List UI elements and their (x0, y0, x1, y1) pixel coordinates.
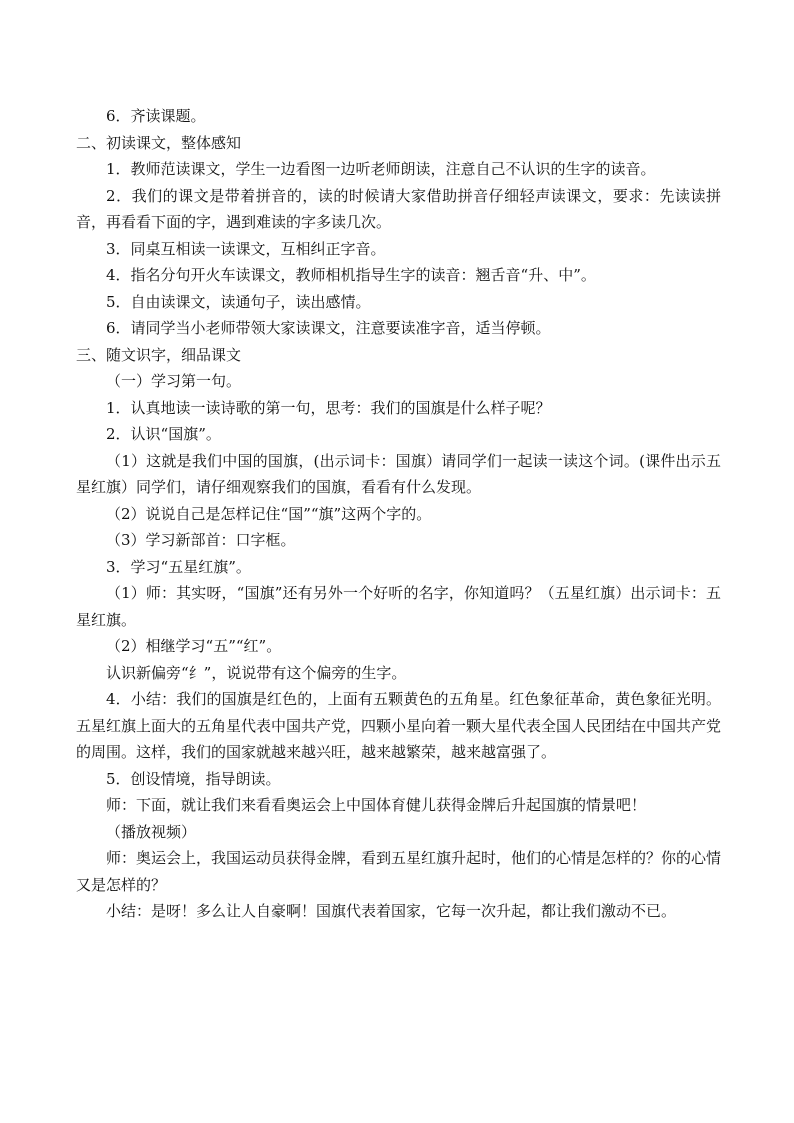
paragraph-3-3: 3．学习“五星红旗”。 (106, 557, 251, 576)
paragraph-3-5-question: 师：奥运会上，我国运动员获得金牌，看到五星红旗升起时，他们的心情是怎样的？你的心情又是怎样的？ (76, 849, 722, 894)
paragraph-3-5-video: （播放视频） (106, 822, 197, 841)
paragraph-3-2-3: （3）学习新部首：口字框。 (106, 531, 296, 549)
paragraph-3-3-2: （2）相继学习“五”“红”。 (106, 637, 282, 655)
paragraph-2-2: 2．我们的课文是带着拼音的，读的时候请大家借助拼音仔细轻声读课文，要求：先读读拼音，再看看下面的字，遇到难读的字多读几次。 (76, 186, 721, 231)
paragraph-2-6: 6．请同学当小老师带领大家读课文，注意要读准字音，适当停顿。 (106, 319, 551, 337)
lesson-plan-body (76, 103, 721, 925)
paragraph-3-5: 5．创设情境，指导朗读。 (106, 769, 281, 788)
subsection-heading-1: （一）学习第一句。 (106, 372, 242, 390)
paragraph-3-5-summary: 小结：是呀！多么让人自豪啊！国旗代表着国家，它每一次升起，都让我们激动不已。 (106, 902, 677, 920)
paragraph-3-4-summary: 4．小结：我们的国旗是红色的，上面有五颗黄色的五角星。红色象征革命，黄色象征光明。五星红旗上面大的五角星代表中国共产党，四颗小星向着一颗大星代表全国人民团结在中国共产党的周围。这样，我们的国家就越来越兴旺，越来越繁荣，越来越富强了。 (76, 690, 722, 761)
paragraph-2-5: 5．自由读课文，读通句子，读出感情。 (106, 292, 371, 311)
paragraph-3-3-1: （1）师：其实呀，“国旗”还有另外一个好听的名字，你知道吗？（五星红旗）出示词卡：五星红旗。 (76, 584, 721, 629)
section-heading-3: 三、随文识字，细品课文 (76, 345, 242, 364)
paragraph-3-2-1: （1）这就是我们中国的国旗，(出示词卡：国旗）请同学们一起读一读这个词。(课件出示五星红旗）同学们，请仔细观察我们的国旗，看看有什么发现。 (76, 451, 721, 496)
paragraph-3-5-teacher: 师：下面，就让我们来看看奥运会上中国体育健儿获得金牌后升起国旗的情景吧！ (106, 796, 647, 814)
paragraph-3-3-radical: 认识新偏旁“纟”，说说带有这个偏旁的生字。 (106, 663, 407, 682)
paragraph-3-2-2: （2）说说自己是怎样记住“国”“旗”这两个字的。 (106, 504, 432, 523)
section-heading-2: 二、初读课文，整体感知 (76, 133, 242, 152)
step-6-read-title: 6．齐读课题。 (106, 107, 206, 125)
paragraph-2-3: 3．同桌互相读一读课文，互相纠正字音。 (106, 239, 386, 258)
paragraph-3-1: 1．认真地读一读诗歌的第一句，思考：我们的国旗是什么样子呢？ (106, 398, 551, 417)
paragraph-3-2: 2．认识“国旗”。 (106, 425, 221, 443)
paragraph-2-4: 4．指名分句开火车读课文，教师相机指导生字的读音：翘舌音“升、中”。 (106, 266, 596, 284)
paragraph-2-1: 1．教师范读课文，学生一边看图一边听老师朗读，注意自己不认识的生字的读音。 (106, 160, 656, 178)
